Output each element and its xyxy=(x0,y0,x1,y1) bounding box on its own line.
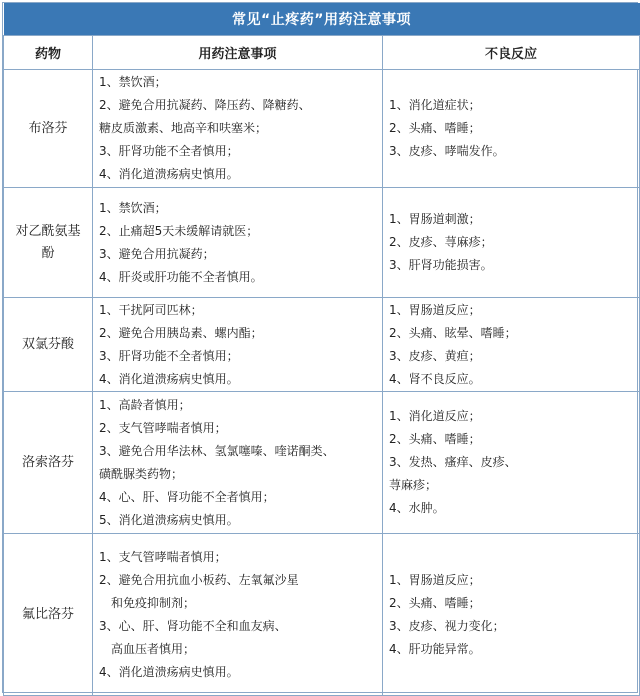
notes-line: 2、止痛超5天未缓解请就医； xyxy=(99,223,259,238)
table-row xyxy=(4,392,640,534)
notes-line: 4、消化道溃疡病史慎用。 xyxy=(99,664,239,679)
notes-line: 3、肝肾功能不全者慎用； xyxy=(99,348,239,363)
reactions-line: 2、头痛、嗜睡； xyxy=(389,432,481,446)
reactions-line: 2、头痛、嗜睡； xyxy=(389,121,481,135)
reactions-line: 3、皮疹、哮喘发作。 xyxy=(389,144,505,158)
table-header-row xyxy=(4,36,640,70)
notes-line: 4、消化道溃疡病史慎用。 xyxy=(99,371,239,386)
reactions-line: 1、消化道症状； xyxy=(389,98,481,112)
drug-line: 双氯芬酸 xyxy=(21,336,74,352)
reactions-line: 1、消化道反应； xyxy=(389,409,481,423)
adverse-reactions-cell xyxy=(383,392,640,534)
precautions-cell xyxy=(93,298,383,392)
notes-line: 1、禁饮酒； xyxy=(99,75,167,89)
table-row xyxy=(4,534,640,696)
table-row xyxy=(4,70,640,188)
adverse-reactions-cell xyxy=(383,298,640,392)
notes-line: 3、肝肾功能不全者慎用； xyxy=(99,144,239,158)
reactions-line: 2、皮疹、荨麻疹； xyxy=(389,235,493,249)
drug-line: 洛索洛芬 xyxy=(21,454,74,470)
drug-name-cell xyxy=(4,392,93,534)
notes-line: 3、避免合用华法林、氢氯噻嗪、喹诺酮类、 xyxy=(99,443,335,458)
reactions-line: 4、肝功能异常。 xyxy=(389,641,481,656)
table-title-row xyxy=(4,3,640,36)
table-title: 常见“止疼药”用药注意事项 xyxy=(4,3,640,36)
drug-name-cell xyxy=(4,298,93,392)
drug-precautions-table-container xyxy=(2,2,638,693)
drug-line: 酚 xyxy=(41,245,55,261)
notes-line: 磺酰脲类药物； xyxy=(99,466,184,481)
reactions-line: 2、头痛、眩晕、嗜睡； xyxy=(389,325,517,340)
header-reactions: 不良反应 xyxy=(383,36,640,70)
notes-line: 1、禁饮酒； xyxy=(99,200,167,215)
drug-name-cell xyxy=(4,534,93,696)
header-notes: 用药注意事项 xyxy=(93,36,383,70)
notes-line: 4、肝炎或肝功能不全者慎用。 xyxy=(99,269,263,284)
notes-line: 1、干扰阿司匹林； xyxy=(99,302,203,317)
reactions-line: 4、肾不良反应。 xyxy=(389,371,481,386)
notes-line: 糖皮质激素、地高辛和呋塞米； xyxy=(99,121,268,135)
drug-line: 对乙酰氨基 xyxy=(15,223,81,239)
notes-line: 1、支气管哮喘者慎用； xyxy=(99,549,227,564)
reactions-line: 2、头痛、嗜睡； xyxy=(389,595,481,610)
notes-line: 和免疫抑制剂； xyxy=(111,595,196,610)
reactions-line: 3、皮疹、视力变化； xyxy=(389,618,505,633)
precautions-cell xyxy=(93,534,383,696)
drug-precautions-table xyxy=(3,3,640,696)
notes-line: 5、消化道溃疡病史慎用。 xyxy=(99,512,239,527)
header-drug: 药物 xyxy=(4,36,93,70)
table-row xyxy=(4,188,640,298)
notes-line: 4、心、肝、肾功能不全者慎用； xyxy=(99,489,275,504)
notes-line: 3、避免合用抗凝药； xyxy=(99,246,215,261)
reactions-line: 3、发热、瘙痒、皮疹、 xyxy=(389,455,517,469)
drug-name-cell xyxy=(4,70,93,188)
notes-line: 2、避免合用抗凝药、降压药、降糖药、 xyxy=(99,98,311,112)
drug-line: 布洛芬 xyxy=(28,120,68,136)
notes-line: 1、高龄者慎用； xyxy=(99,397,191,412)
notes-line: 高血压者慎用； xyxy=(111,641,196,656)
notes-line: 2、支气管哮喘者慎用； xyxy=(99,420,227,435)
reactions-line: 1、胃肠道刺激； xyxy=(389,212,481,226)
precautions-cell xyxy=(93,188,383,298)
reactions-line: 3、肝肾功能损害。 xyxy=(389,258,493,272)
adverse-reactions-cell xyxy=(383,534,640,696)
drug-name-cell xyxy=(4,188,93,298)
drug-line: 氟比洛芬 xyxy=(21,606,74,622)
adverse-reactions-cell xyxy=(383,70,640,188)
reactions-line: 4、水肿。 xyxy=(389,501,445,515)
precautions-cell xyxy=(93,70,383,188)
notes-line: 4、消化道溃疡病史慎用。 xyxy=(99,167,239,181)
adverse-reactions-cell xyxy=(383,188,640,298)
table-row xyxy=(4,298,640,392)
notes-line: 2、避免合用抗血小板药、左氧氟沙星 xyxy=(99,572,299,587)
notes-line: 2、避免合用胰岛素、螺内酯； xyxy=(99,325,263,340)
reactions-line: 荨麻疹； xyxy=(389,478,438,492)
reactions-line: 1、胃肠道反应； xyxy=(389,302,481,317)
precautions-cell xyxy=(93,392,383,534)
reactions-line: 3、皮疹、黄疸； xyxy=(389,348,481,363)
reactions-line: 1、胃肠道反应； xyxy=(389,572,481,587)
notes-line: 3、心、肝、肾功能不全和血友病、 xyxy=(99,618,287,633)
